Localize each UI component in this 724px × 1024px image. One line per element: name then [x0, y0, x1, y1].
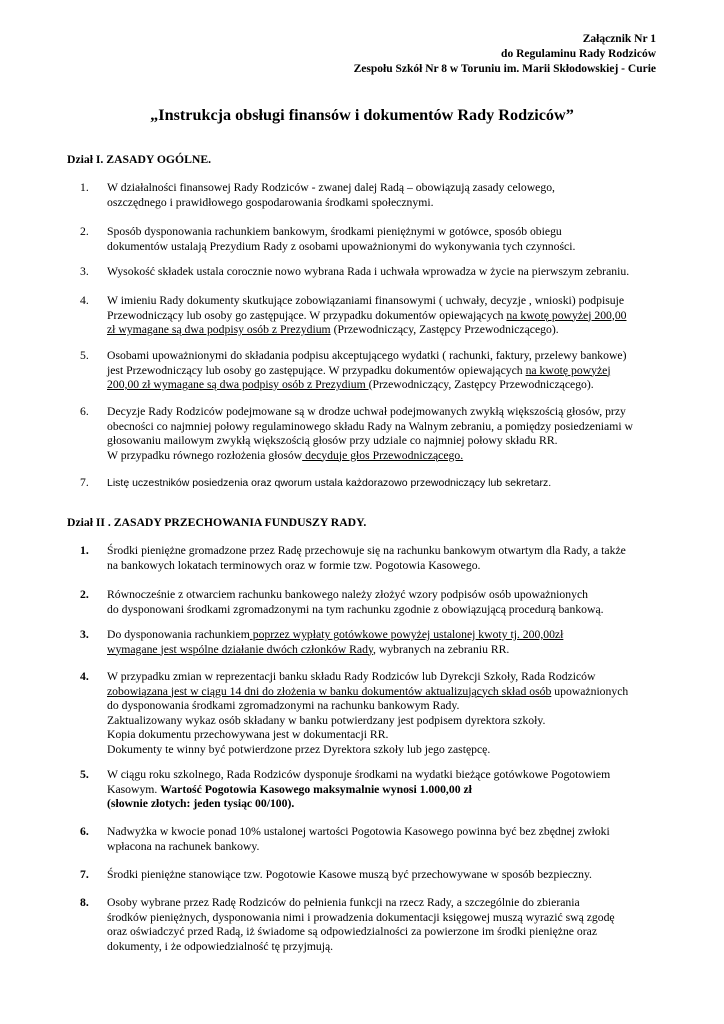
item-line: do dysponowania środkami zgromadzonymi na rachunku bankowym Rady. [107, 699, 460, 712]
item-line: Osoby wybrane przez Radę Rodziców do pełnienia funkcji na rzecz Rady, a szczególnie do zbierania [107, 896, 580, 909]
section-1-item-1 [80, 181, 658, 210]
document-title: „Instrukcja obsługi finansów i dokumentów Rady Rodziców” [150, 106, 574, 124]
header-regulation-reference: do Regulaminu Rady Rodziców [501, 48, 656, 60]
section-2-item-8 [80, 896, 658, 954]
item-line: Listę uczestników posiedzenia oraz qworum ustala każdorazowo przewodniczący lub sekretarz. [107, 477, 552, 489]
header-school-name: Zespołu Szkół Nr 8 w Toruniu im. Marii Skłodowskiej - Curie [353, 63, 656, 75]
item-line: W imieniu Rady dokumenty skutkujące zobowiązaniami finansowymi ( uchwały, decyzje , wnioski) podpisuje [107, 294, 625, 307]
item-line: na bankowych lokatach terminowych oraz w formie tzw. Pogotowia Kasowego. [107, 558, 481, 572]
section-1-title: Dział I. ZASADY OGÓLNE. [67, 153, 212, 166]
section-2-item-5 [80, 768, 658, 812]
section-2-item-6 [80, 825, 658, 854]
section-1-item-3 [80, 265, 658, 280]
item-line: Dokumenty te winny być potwierdzone przez Dyrektora szkoły lub jego zastępcę. [107, 742, 491, 756]
item-text: (Przewodniczący, Zastępcy Przewodniczącego). [368, 378, 594, 391]
section-1-item-7 [80, 476, 658, 491]
item-number: 3. [80, 265, 89, 278]
item-line: Środki pieniężne stanowiące tzw. Pogotowie Kasowe muszą być przechowywane w sposób bezpieczny. [107, 868, 592, 881]
section-2-item-2 [80, 588, 658, 617]
document-header [354, 32, 656, 77]
item-number: 4. [80, 294, 89, 307]
item-line: dokumentów ustalają Prezydium Rady z osobami upoważnionymi do wykonywania tych czynności. [107, 239, 576, 253]
item-line [107, 309, 658, 324]
section-2-item-4 [80, 670, 658, 757]
section-2-title: Dział II . ZASADY PRZECHOWANIA FUNDUSZY RADY. [67, 516, 367, 529]
item-line [107, 323, 658, 338]
item-line: do dysponowani środkami zgromadzonymi na tym rachunku zgodnie z obowiązującą procedurą bankową. [107, 602, 604, 616]
section-2-item-7 [80, 868, 658, 883]
item-number: 6. [80, 405, 89, 418]
item-text: jest Przewodniczący lub osoby go zastępujące. W przypadku dokumentów opiewających [107, 363, 526, 377]
item-number: 2. [80, 588, 89, 601]
section-1-item-6 [80, 405, 658, 463]
bold-text: Wartość Pogotowia Kasowego maksymalnie wynosi 1.000,00 zł [160, 782, 472, 796]
item-line [107, 685, 658, 700]
item-line: Zaktualizowany wykaz osób składany w banku potwierdzany jest podpisem dyrektora szkoły. [107, 713, 546, 727]
item-line [107, 643, 658, 658]
item-line [107, 378, 658, 393]
item-line: Osobami upoważnionymi do składania podpisu akceptującego wydatki ( rachunki, faktury, przelewy bankowe) [107, 349, 627, 362]
item-number: 7. [80, 868, 89, 881]
item-number: 8. [80, 896, 89, 909]
item-line: Wysokość składek ustala corocznie nowo wybrana Rada i uchwała wprowadza w życie na pierwszym zebraniu. [107, 265, 630, 278]
item-line: oszczędnego i prawidłowego gospodarowania środkami społecznymi. [107, 195, 434, 209]
item-number: 7. [80, 476, 89, 489]
item-line [107, 449, 658, 464]
item-line: głosowaniu mailowym zwykłą większością głosów przy udziale co najmniej połowy składu RR. [107, 434, 558, 447]
item-text: Kasowym. [107, 782, 161, 796]
item-line: obecności co najmniej połowy regulaminowego składu Rady na Walnym zebraniu, a pomiędzy posiedzeniami w [107, 419, 633, 433]
item-number: 5. [80, 349, 89, 362]
underlined-text: na kwotę powyżej [525, 363, 611, 377]
item-number: 1. [80, 181, 89, 194]
header-attachment-number: Załącznik Nr 1 [582, 33, 656, 45]
section-1-item-4 [80, 294, 658, 338]
underlined-text: na kwotę powyżej 200,00 [506, 308, 627, 322]
underlined-text: zobowiązana jest w ciągu 14 dni do złożenia w banku dokumentów aktualizujących skład osób [107, 684, 552, 698]
item-number: 4. [80, 670, 89, 683]
item-text: (Przewodniczący, Zastępcy Przewodniczącego). [330, 323, 559, 336]
item-line: W działalności finansowej Rady Rodziców - zwanej dalej Radą – obowiązują zasady celowego, [107, 181, 555, 194]
item-line [107, 628, 658, 643]
item-number: 3. [80, 628, 89, 641]
item-number: 5. [80, 768, 89, 781]
item-text: upoważnionych [551, 684, 629, 698]
item-line: W ciągu roku szkolnego, Rada Rodziców dysponuje środkami na wydatki bieżące gotówkowe Pogotowiem [107, 768, 611, 781]
underlined-text: poprzez wypłaty gotówkowe powyżej ustalonej kwoty tj. 200,00zł [249, 628, 564, 641]
section-2-item-3 [80, 628, 658, 657]
item-number: 2. [80, 225, 89, 238]
section-2-item-1 [80, 544, 658, 573]
item-line: środków pieniężnych, dysponowania nimi i prowadzenia dokumentacji księgowej muszą wyrazić swą zgodę [107, 910, 615, 924]
item-line [107, 364, 658, 379]
item-line: dokumenty, i że odpowiedzialność tę przyjmują. [107, 939, 334, 953]
item-text: W przypadku równego rozłożenia głosów [107, 448, 303, 462]
underlined-text: wymagane jest wspólne działanie dwóch członków Rady, [107, 642, 376, 656]
item-line [107, 783, 658, 798]
item-number: 6. [80, 825, 89, 838]
item-line: (słownie złotych: jeden tysiąc 00/100). [107, 797, 295, 810]
item-line: Równocześnie z otwarciem rachunku bankowego należy złożyć wzory podpisów osób upoważnionych [107, 588, 588, 601]
item-line: W przypadku zmian w reprezentacji banku składu Rady Rodziców lub Dyrekcji Szkoły, Rada Rodziców [107, 670, 596, 683]
section-1-item-5 [80, 349, 658, 393]
item-line: Decyzje Rady Rodziców podejmowane są w drodze uchwał podejmowanych zwykłą większością głosów, przy [107, 405, 626, 418]
item-text: Do dysponowania rachunkiem [107, 628, 250, 641]
item-text: Przewodniczący lub osoby go zastępujące. W przypadku dokumentów opiewających [107, 308, 507, 322]
item-line: Kopia dokumentu przechowywana jest w dokumentacji RR. [107, 728, 389, 741]
item-line: Nadwyżka w kwocie ponad 10% ustalonej wartości Pogotowia Kasowego powinna być bez zbędnej zwłoki [107, 825, 610, 838]
item-text: wybranych na zebraniu RR. [375, 642, 510, 656]
item-number: 1. [80, 544, 89, 557]
underlined-text: zł wymagane są dwa podpisy osób z Prezydium [107, 323, 331, 336]
item-line: oraz oświadczyć przed Radą, iż świadome są odpowiedzialności za powierzone im środki pieniężne oraz [107, 925, 598, 938]
item-line: wpłacona na rachunek bankowy. [107, 839, 260, 853]
underlined-text: 200,00 zł wymagane są dwa podpisy osób z Prezydium [107, 378, 369, 391]
section-1-item-2 [80, 225, 658, 254]
underlined-text: decyduje głos Przewodniczącego. [302, 448, 464, 462]
item-line: Środki pieniężne gromadzone przez Radę przechowuje się na rachunku bankowym otwartym dla Rady, a także [107, 544, 626, 557]
item-line: Sposób dysponowania rachunkiem bankowym, środkami pieniężnymi w gotówce, sposób obiegu [107, 225, 562, 238]
